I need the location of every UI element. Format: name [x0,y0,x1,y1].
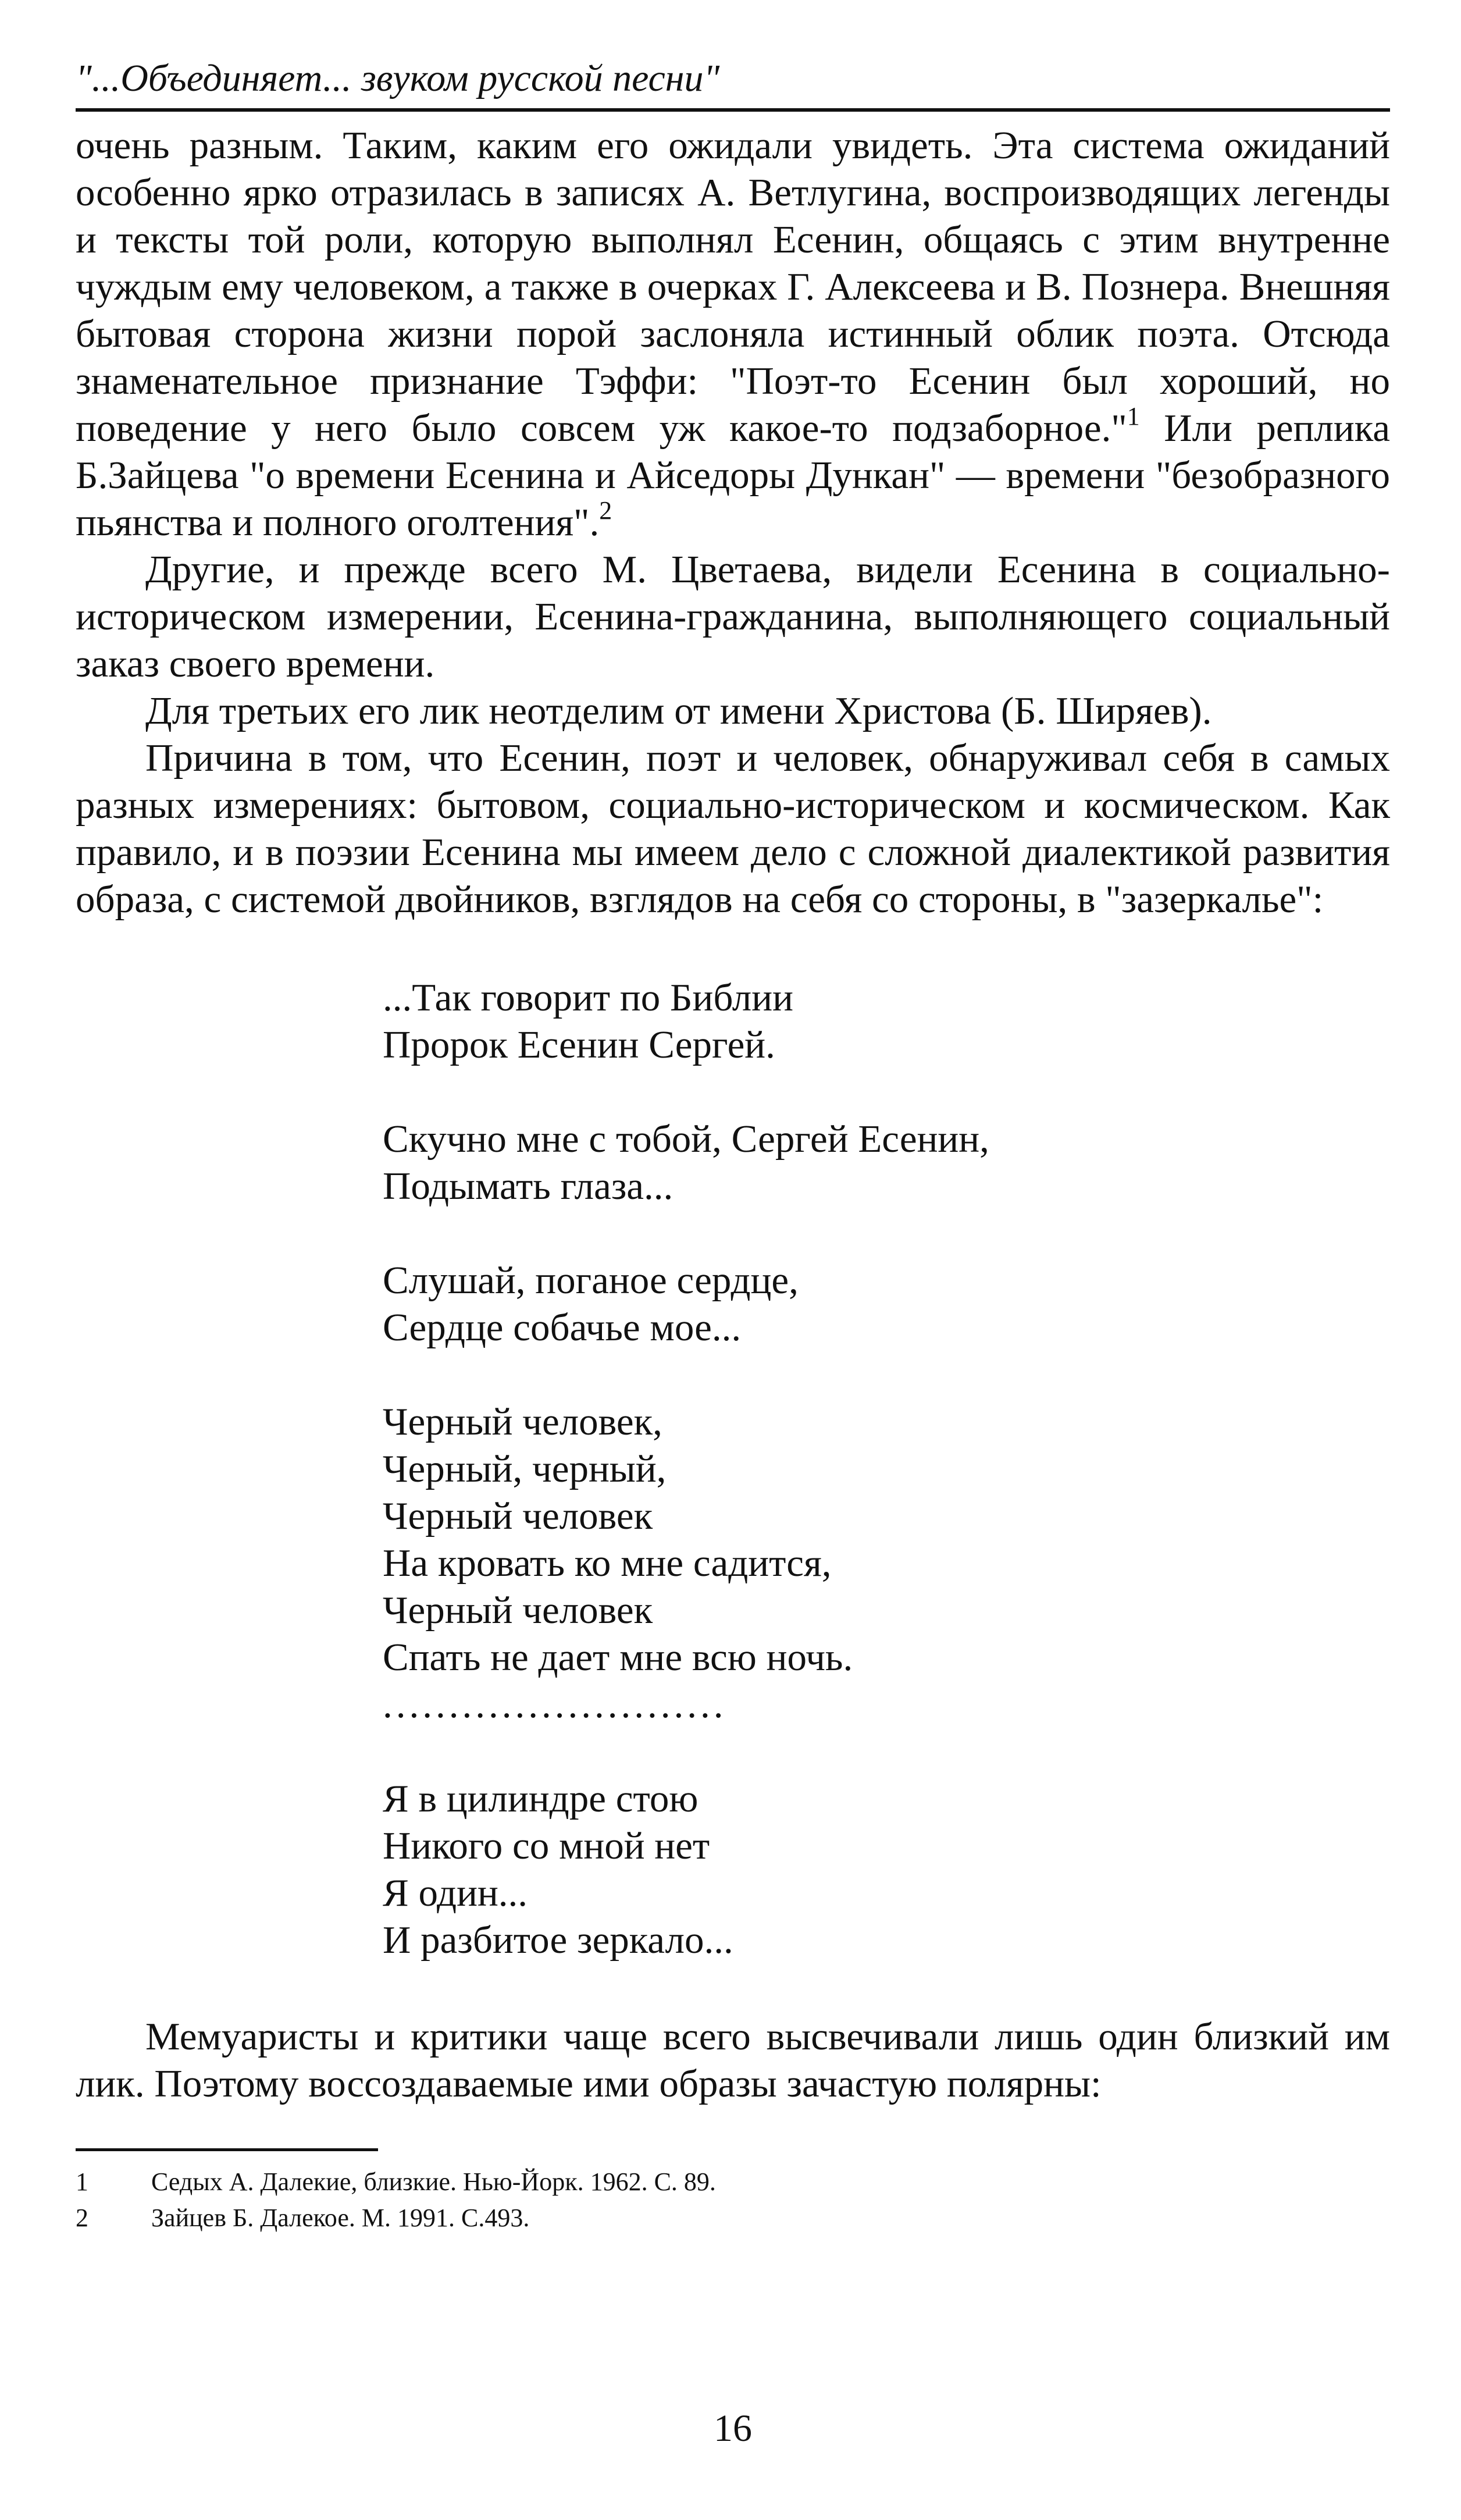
poem-line: Я в цилиндре стою [383,1777,699,1820]
running-title: "...Объединяет... звуком русской песни" [76,52,1390,112]
poem-line: Скучно мне с тобой, Сергей Есенин, [383,1117,989,1161]
poem-line: ...Так говорит по Библии [383,976,793,1019]
closing-text [76,2013,1390,2108]
poem-line: Подымать глаза... [383,1165,674,1208]
footnote-number: 2 [76,2204,88,2232]
footnote-divider [76,2148,378,2151]
poem-ellipsis: .......................... [383,1683,727,1726]
paragraph-3: Для третьих его лик неотделим от имени Христова (Б. Ширяев). [145,689,1212,732]
poem-line: Черный человек, [383,1400,662,1443]
poem-line: Сердце собачье мое... [383,1306,742,1349]
paragraph-1 [76,122,1390,546]
footnote-ref-2: 2 [599,496,612,525]
poem-quote [383,974,1390,1964]
poem-line: Никого со мной нет [383,1824,710,1867]
footnote-text: Седых А. Далекие, близкие. Нью-Йорк. 1962. С. 89. [151,2167,716,2196]
poem-line: На кровать ко мне садится, [383,1542,832,1585]
poem-line: Я один... [383,1871,528,1914]
stanza-2 [383,1116,1390,1210]
footnote-ref-1: 1 [1127,402,1140,430]
poem-line: Слушай, поганое сердце, [383,1259,799,1302]
poem-line: И разбитое зеркало... [383,1919,733,1962]
footnotes [76,2164,1390,2236]
stanza-1 [383,974,1390,1069]
footnote-number: 1 [76,2167,88,2196]
closing-paragraph: Мемуаристы и критики чаще всего высвечивали лишь один близкий им лик. Поэтому воссоздаваемые ими образы зачастую полярны: [76,2015,1390,2105]
stanza-3 [383,1257,1390,1351]
body-text [76,122,1390,923]
footnote-2 [76,2200,1390,2236]
paragraph-2: Другие, и прежде всего М. Цветаева, видели Есенина в социально-историческом измерении, Есенина-гражданина, выполняющего социальный заказ своего времени. [76,548,1390,685]
footnote-1 [76,2164,1390,2200]
book-page [76,52,1390,2484]
footnote-text: Зайцев Б. Далекое. М. 1991. С.493. [151,2204,530,2232]
poem-line: Пророк Есенин Сергей. [383,1023,775,1066]
poem-line: Черный, черный, [383,1447,667,1490]
poem-line: Черный человек [383,1589,653,1632]
stanza-5 [383,1775,1390,1964]
stanza-4 [383,1398,1390,1681]
page-number: 16 [714,2407,752,2450]
paragraph-1-text: очень разным. Таким, каким его ожидали увидеть. Эта система ожиданий особенно ярко отразилась в записях А. Ветлугина, воспроизводящих легенды и тексты той роли, которую выполнял Есенин, общаясь с этим внутренне чуждым ему человеком, а также в очерках Г. Алексеева и В. Познера. Внешняя бытовая сторона жизни порой заслоняла истинный облик поэта. Отсюда знаменательное признание Тэффи: "Поэт-то Есенин был хороший, но поведение у него было совсем уж какое-то подзаборное." [76,124,1390,450]
paragraph-4: Причина в том, что Есенин, поэт и человек, обнаруживал себя в самых разных измерениях: бытовом, социально-историческом и космическом. Как правило, и в поэзии Есенина мы имеем дело с сложной диалектикой развития образа, с системой двойников, взглядов на себя со стороны, в "зазеркалье": [76,736,1390,921]
poem-line: Спать не дает мне всю ночь. [383,1636,853,1679]
paragraph-1-text-cont: Или реплика Б.Зайцева "о времени Есенина и Айседоры Дункан" — времени "безобразного пьянства и полного оголтения". [76,407,1390,544]
poem-line: Черный человек [383,1494,653,1537]
